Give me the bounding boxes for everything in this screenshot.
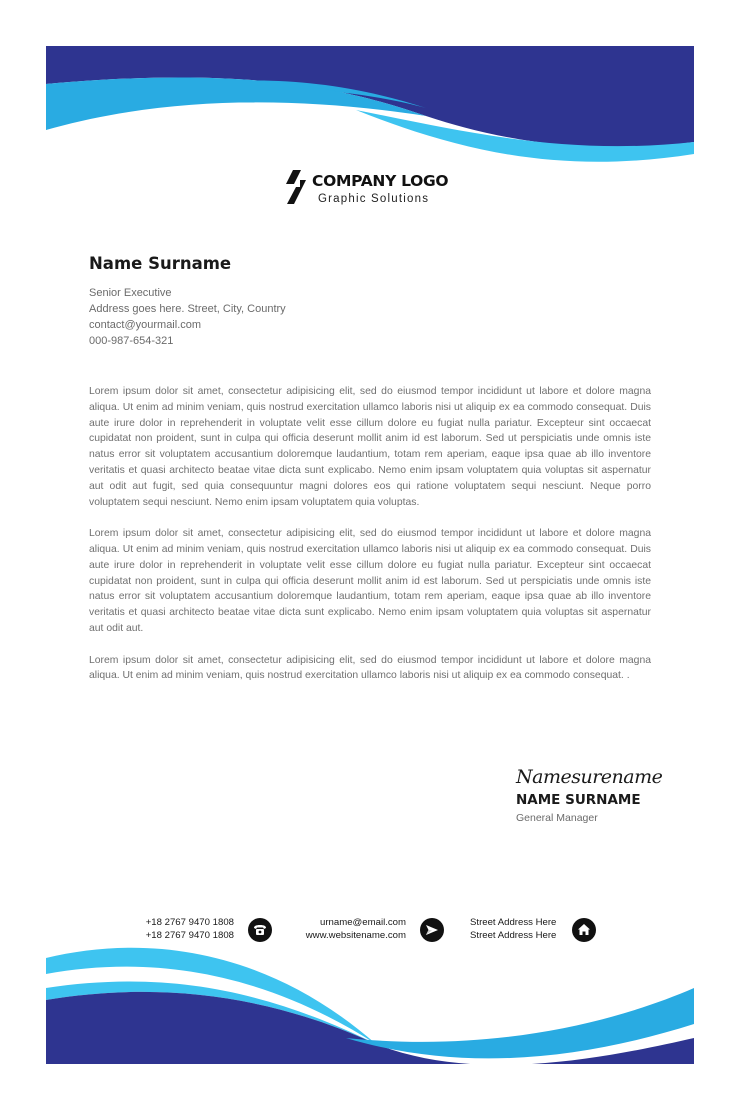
body-paragraph-3: Lorem ipsum dolor sit amet, consectetur adipisicing elit, sed do eiusmod tempor incididunt ut labore et dolore magna aliqua. Ut enim ad minim veniam, quis nostrud exercitation ullamco laboris nisi ut aliquip ex ea commodo consequat. . [89, 654, 651, 682]
company-logo [284, 170, 464, 208]
footer-address-1: Street Address Here [470, 917, 557, 928]
sender-address: Address goes here. Street, City, Country [89, 303, 286, 315]
sender-name: Name Surname [89, 254, 232, 273]
sender-email[interactable]: contact@yourmail.com [89, 319, 202, 331]
handwritten-signature: Namesurename [516, 766, 663, 788]
footer-phone-1: +18 2767 9470 1808 [145, 917, 234, 928]
letter-body [89, 384, 651, 700]
footer-phone-2: +18 2767 9470 1808 [145, 930, 234, 941]
footer-address-2: Street Address Here [470, 930, 557, 941]
footer-wave-decoration [46, 934, 694, 1064]
signatory-title: General Manager [516, 812, 598, 824]
bolt-logo-icon [284, 170, 308, 206]
header-wave-decoration [46, 46, 694, 176]
sender-block [89, 254, 409, 349]
body-paragraph-1: Lorem ipsum dolor sit amet, consectetur adipisicing elit, sed do eiusmod tempor incididunt ut labore et dolore magna aliqua. Ut enim ad minim veniam, quis nostrud exercitation ullamco laboris nisi ut aliquip ex ea commodo consequat. Duis aute irure dolor in reprehenderit in voluptate velit esse cillum dolore eu fugiat nulla pariatur. Excepteur sint occaecat cupidatat non proident, sunt in culpa qui officia deserunt mollit anim id est laborum. Sed ut perspiciatis unde omnis iste natus error sit voluptatem accusantium doloremque laudantium, totam rem aperiam, eaque ipsa quae ab illo inventore veritatis et quasi architecto beatae vitae dicta sunt explicabo. Nemo enim ipsam voluptatem quia voluptas sit aspernatur aut odit aut fugit, sed quia consequuntur magni dolores eos qui ratione voluptatem sequi nesciunt. Neque porro voluptatem sequi nesciunt. Nemo enim ipsam voluptatem quia voluptas. [89, 386, 651, 508]
signatory-name: NAME SURNAME [516, 792, 641, 808]
company-logo-subtitle: Graphic Solutions [318, 193, 430, 205]
footer-email[interactable]: urname@email.com [320, 917, 406, 928]
company-logo-title: COMPANY LOGO [312, 172, 449, 190]
signature-block [516, 766, 666, 824]
body-paragraph-2: Lorem ipsum dolor sit amet, consectetur adipisicing elit, sed do eiusmod tempor incididunt ut labore et dolore magna aliqua. Ut enim ad minim veniam, quis nostrud exercitation ullamco laboris nisi ut aliquip ex ea commodo consequat. Duis aute irure dolor in reprehenderit in voluptate velit esse cillum dolore eu fugiat nulla pariatur. Excepteur sint occaecat cupidatat non proident, sunt in culpa qui officia deserunt mollit anim id est laborum. Sed ut perspiciatis unde omnis iste natus error sit voluptatem accusantium doloremque laudantium, totam rem aperiam, eaque ipsa quae ab illo inventore veritatis et quasi architecto beatae vitae dicta sunt explicabo. Nemo enim ipsam voluptatem quia voluptas sit aspernatur aut odit aut. [89, 528, 651, 634]
letterhead-sheet [46, 46, 694, 1064]
sender-position: Senior Executive [89, 287, 172, 299]
sender-phone: 000-987-654-321 [89, 335, 174, 347]
footer-website[interactable]: www.websitename.com [305, 930, 406, 941]
